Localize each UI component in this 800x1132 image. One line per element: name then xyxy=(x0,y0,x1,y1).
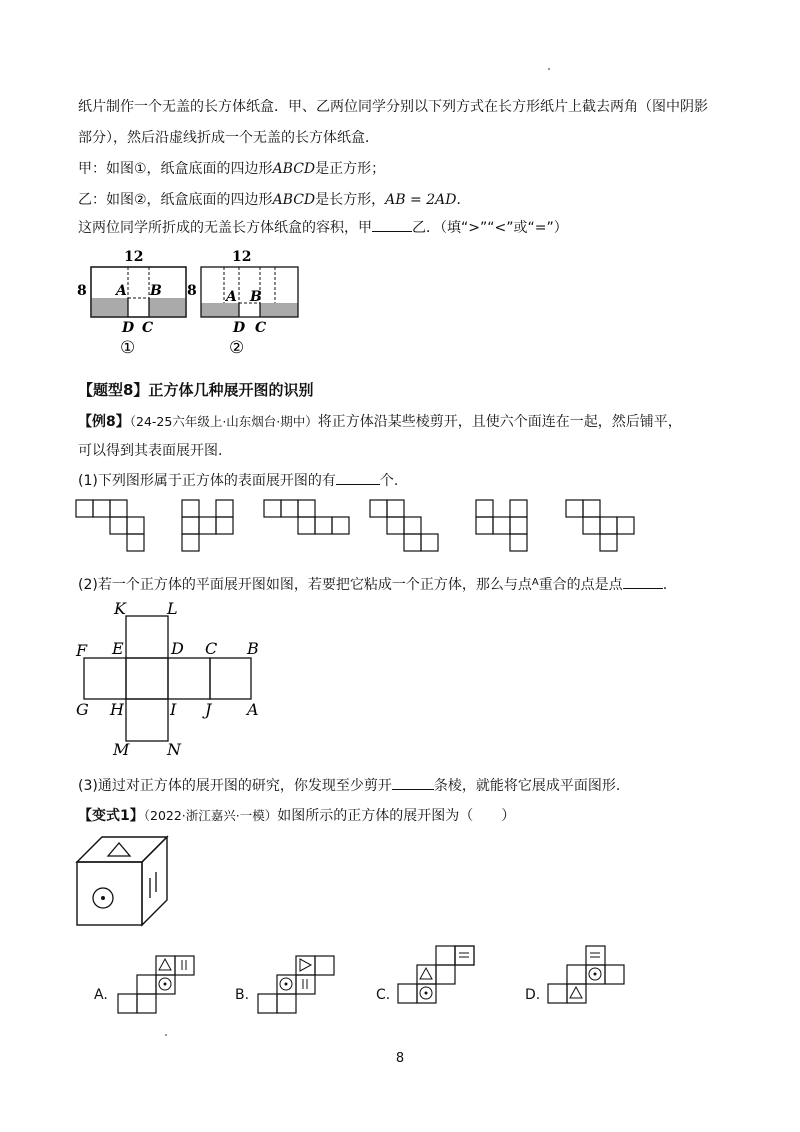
net-option-4 xyxy=(370,500,438,551)
net-square xyxy=(296,956,315,975)
net-square xyxy=(600,517,617,534)
net-square xyxy=(510,517,527,534)
variant-line xyxy=(78,806,515,826)
example-source: （24-25六年级上·山东烟台·期中） xyxy=(129,414,318,429)
net-option-3 xyxy=(264,500,349,534)
net-square xyxy=(216,517,233,534)
point-d: D xyxy=(233,320,246,336)
net-square xyxy=(617,517,634,534)
net-option-5 xyxy=(476,500,527,551)
net-square xyxy=(600,534,617,551)
shaded-corner-left xyxy=(91,298,128,317)
choice-b-label[interactable]: B. xyxy=(235,987,250,1003)
net-square xyxy=(398,984,417,1003)
net-square xyxy=(156,956,175,975)
net-square xyxy=(216,500,233,517)
variant-tag: 【变式1】 xyxy=(78,808,144,824)
net-square xyxy=(118,994,137,1013)
problem-line-5 xyxy=(78,218,568,238)
net-square xyxy=(567,965,586,984)
net-face-top xyxy=(126,616,168,658)
question-2 xyxy=(78,573,667,595)
net-square xyxy=(315,517,332,534)
text: 是正方形； xyxy=(315,161,386,177)
point-b: B xyxy=(250,289,262,305)
text: 甲：如图①，纸盒底面的四边形 xyxy=(78,161,273,177)
shaded-corner-right xyxy=(149,298,186,317)
net-face xyxy=(210,658,251,699)
text: (2)若一个正方体的平面展开图如图，若要把它粘成一个正方体，那么与点 xyxy=(78,577,532,593)
label-f: F xyxy=(76,641,88,660)
section-title: 【题型8】正方体几种展开图的识别 xyxy=(78,381,314,399)
net-square xyxy=(315,956,334,975)
variant-text: 如图所示的正方体的展开图为（ ） xyxy=(277,808,516,824)
label-g: G xyxy=(76,700,89,719)
math-abcd: ABCD xyxy=(272,192,316,208)
choice-a-label[interactable]: A. xyxy=(94,987,108,1003)
text: ． xyxy=(456,192,471,208)
label-8: 8 xyxy=(77,283,87,299)
answer-blank[interactable] xyxy=(336,472,380,485)
circle-dot xyxy=(425,992,428,995)
math-equation: AB = 2AD xyxy=(385,192,457,208)
question-3 xyxy=(78,776,620,796)
label-n: N xyxy=(167,740,181,759)
net-square xyxy=(182,517,199,534)
net-square xyxy=(258,994,277,1013)
label-d: D xyxy=(171,639,184,658)
example-text: 将正方体沿某些棱剪开，且使六个面连在一起，然后铺平， xyxy=(317,414,682,430)
net-square xyxy=(127,534,144,551)
net-square xyxy=(387,517,404,534)
triangle-symbol xyxy=(159,959,171,970)
net-square xyxy=(548,984,567,1003)
answer-blank[interactable] xyxy=(392,777,434,790)
net-square xyxy=(182,500,199,517)
choice-a-net xyxy=(118,956,194,1013)
figure-2 xyxy=(184,245,304,360)
net-square xyxy=(510,500,527,517)
net-square xyxy=(476,500,493,517)
problem-line-1: 纸片制作一个无盖的长方体纸盒．甲、乙两位同学分别以下列方式在长方形纸片上截去两角（图中阴影 xyxy=(78,99,708,115)
net-square xyxy=(586,946,605,965)
label-12: 12 xyxy=(232,249,252,265)
example-line-2: 可以得到其表面展开图. xyxy=(78,443,223,459)
label-12: 12 xyxy=(124,249,144,265)
circle-dot xyxy=(164,983,167,986)
text: (3)通过对正方体的展开图的研究，你发现至少剪开 xyxy=(78,778,392,794)
label-j: J xyxy=(205,700,212,719)
cube-illustration xyxy=(74,834,174,929)
net-face xyxy=(84,658,126,699)
text: 这两位同学所折成的无盖长方体纸盒的容积，甲 xyxy=(78,220,372,236)
point-c: C xyxy=(255,320,267,336)
shaded-corner-left xyxy=(201,303,239,317)
label-e: E xyxy=(112,639,124,658)
net-square xyxy=(277,994,296,1013)
text: 条棱，就能将它展成平面图形. xyxy=(433,778,621,794)
net-square xyxy=(404,534,421,551)
net-option-1 xyxy=(76,500,144,551)
net-face-bottom xyxy=(126,699,168,741)
text: . xyxy=(662,577,668,593)
net-square xyxy=(199,517,216,534)
net-option-2 xyxy=(182,500,233,551)
choice-c-net xyxy=(398,946,474,1003)
net-square xyxy=(566,500,583,517)
net-square xyxy=(417,965,436,984)
net-square xyxy=(370,500,387,517)
cube-nets-row xyxy=(0,496,800,556)
label-h: H xyxy=(110,700,124,719)
net-square xyxy=(455,946,474,965)
point-a: A xyxy=(116,283,127,299)
label-i: I xyxy=(170,700,177,719)
answer-blank[interactable] xyxy=(372,219,412,232)
net-square xyxy=(264,500,281,517)
text: 乙．（填“>”“<”或“=”） xyxy=(412,220,568,236)
example-line-1 xyxy=(78,412,682,432)
point-c: C xyxy=(142,320,154,336)
page-number: 8 xyxy=(395,1051,405,1066)
net-square xyxy=(583,500,600,517)
triangle-symbol xyxy=(108,843,130,856)
net-square xyxy=(421,534,438,551)
net-square xyxy=(298,517,315,534)
choice-nets xyxy=(0,945,800,1025)
cube-side-face xyxy=(142,837,167,925)
net-square xyxy=(583,517,600,534)
question-1 xyxy=(78,471,398,491)
figure-1 xyxy=(74,245,194,360)
problem-line-2: 部分），然后沿虚线折成一个无盖的长方体纸盒． xyxy=(78,130,379,146)
net-square xyxy=(567,984,586,1003)
net-square xyxy=(298,500,315,517)
net-square xyxy=(605,965,624,984)
net-face xyxy=(168,658,210,699)
shaded-corner-right xyxy=(260,303,298,317)
net-square xyxy=(455,946,474,965)
net-square xyxy=(493,517,510,534)
net-square xyxy=(476,517,493,534)
net-square xyxy=(127,517,144,534)
scan-dot xyxy=(165,1034,167,1036)
net-square xyxy=(510,534,527,551)
text: (1)下列图形属于正方体的表面展开图的有 xyxy=(78,473,336,489)
caption-1: ① xyxy=(120,338,136,358)
caption-2: ② xyxy=(229,338,245,358)
net-square xyxy=(182,534,199,551)
net-square xyxy=(436,965,455,984)
text: 是长方形， xyxy=(315,192,386,208)
label-c: C xyxy=(205,639,218,658)
net-square xyxy=(93,500,110,517)
triangle-symbol xyxy=(570,987,582,998)
example-tag: 【例8】 xyxy=(78,414,130,430)
cube-top-face xyxy=(77,837,167,862)
net-square xyxy=(76,500,93,517)
net-square xyxy=(137,994,156,1013)
triangle-symbol xyxy=(300,959,311,971)
point-a: A xyxy=(226,289,237,305)
choice-c-label[interactable]: C. xyxy=(376,987,391,1003)
net-square xyxy=(175,956,194,975)
point-b: B xyxy=(150,283,162,299)
label-a: A xyxy=(247,700,259,719)
problem-line-3 xyxy=(78,159,385,179)
label-m: M xyxy=(113,740,130,759)
cube-net-labeled xyxy=(70,598,280,763)
net-square xyxy=(281,500,298,517)
cube-front-face xyxy=(77,862,142,925)
variant-source: （2022·浙江嘉兴·一模） xyxy=(143,808,278,823)
point-d: D xyxy=(122,320,135,336)
label-b: B xyxy=(247,639,259,658)
point-a-ref: A xyxy=(531,577,539,588)
problem-line-4 xyxy=(78,190,470,210)
label-k: K xyxy=(114,599,126,618)
net-square xyxy=(404,517,421,534)
text: 个. xyxy=(379,473,399,489)
circle-dot xyxy=(594,973,597,976)
choice-d-net xyxy=(548,946,624,1003)
circle-dot xyxy=(101,896,105,900)
triangle-symbol xyxy=(420,968,432,979)
label-8: 8 xyxy=(187,283,197,299)
circle-dot xyxy=(285,983,288,986)
answer-blank[interactable] xyxy=(623,576,663,589)
text: 乙：如图②，纸盒底面的四边形 xyxy=(78,192,273,208)
choice-d-label[interactable]: D. xyxy=(525,987,541,1003)
net-square xyxy=(110,517,127,534)
label-l: L xyxy=(167,599,178,618)
choice-b-net xyxy=(258,956,334,1013)
net-square xyxy=(137,975,156,994)
net-option-6 xyxy=(566,500,634,551)
text: 重合的点是点 xyxy=(538,577,623,593)
net-square xyxy=(332,517,349,534)
net-square xyxy=(436,946,455,965)
net-square xyxy=(296,975,315,994)
math-abcd: ABCD xyxy=(272,161,316,177)
net-square xyxy=(387,500,404,517)
scan-dot xyxy=(548,68,550,70)
net-square xyxy=(110,500,127,517)
net-face xyxy=(126,658,168,699)
